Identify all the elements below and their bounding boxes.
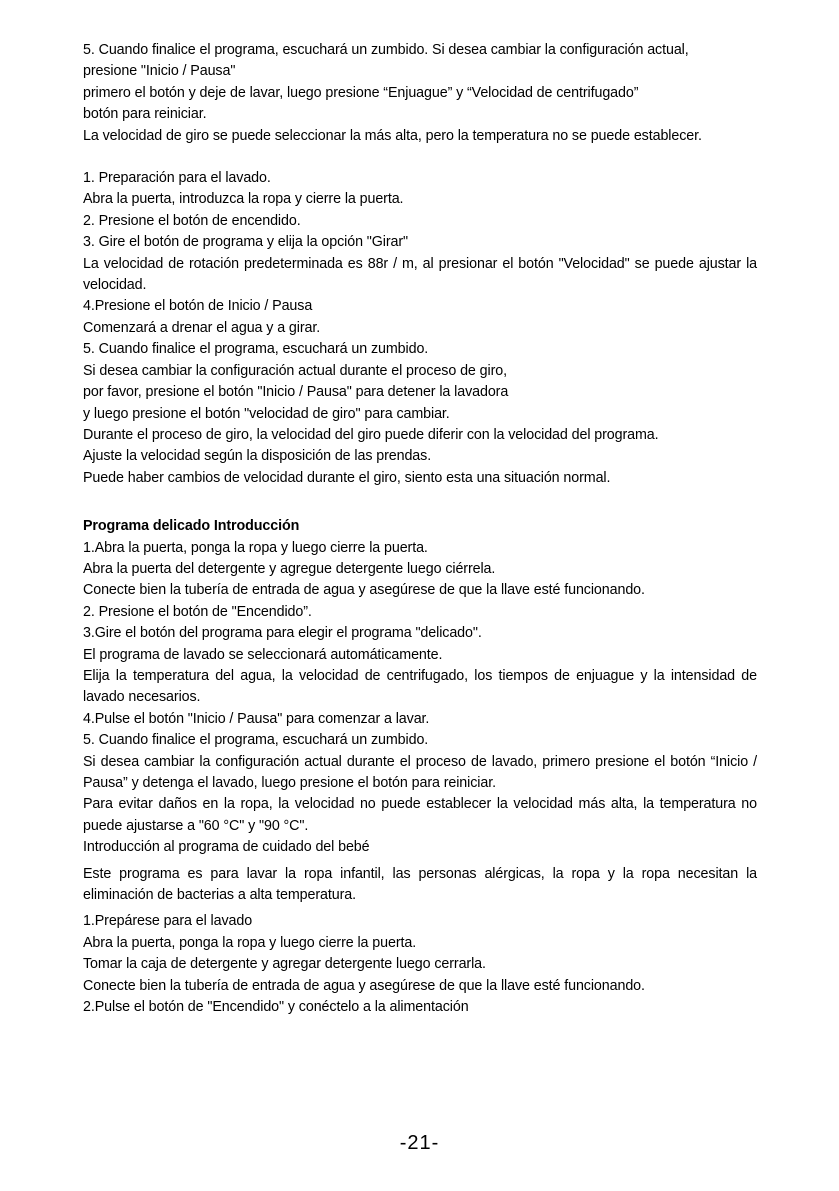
spacer xyxy=(83,489,757,516)
page-number: -21- xyxy=(399,1132,440,1154)
text-line: 5. Cuando finalice el programa, escuchará un zumbido. Si desea cambiar la configuración actual, xyxy=(83,42,689,58)
paragraph: Elija la temperatura del agua, la velocidad de centrifugado, los tiempos de enjuague y la intensidad de lavado necesarios. xyxy=(83,667,757,706)
step-line: Comenzará a drenar el agua y a girar. xyxy=(83,319,321,336)
step-line: Puede haber cambios de velocidad durante el giro, siento esta una situación normal. xyxy=(83,469,611,486)
step-line: Abra la puerta, introduzca la ropa y cierre la puerta. xyxy=(83,191,404,208)
step-line: por favor, presione el botón "Inicio / Pausa" para detener la lavadora xyxy=(83,384,509,401)
text-line: botón para reiniciar. xyxy=(83,106,207,123)
section-spin xyxy=(83,168,757,489)
step-line: 2. Presione el botón de encendido. xyxy=(83,212,301,229)
step-line: 2. Presione el botón de "Encendido”. xyxy=(83,603,312,620)
text-line: presione "Inicio / Pausa" xyxy=(83,63,236,80)
step-line: Abra la puerta del detergente y agregue detergente luego ciérrela. xyxy=(83,560,496,577)
page-body xyxy=(83,40,757,1018)
step-line: Ajuste la velocidad según la disposición de las prendas. xyxy=(83,448,432,465)
step-line: El programa de lavado se seleccionará automáticamente. xyxy=(83,646,443,663)
step-line: Si desea cambiar la configuración actual durante el proceso de giro, xyxy=(83,362,507,379)
text-line: primero el botón y deje de lavar, luego presione “Enjuague” y “Velocidad de centrifugado” xyxy=(83,84,639,101)
step-line: Durante el proceso de giro, la velocidad del giro puede diferir con la velocidad del programa. xyxy=(83,426,659,443)
paragraph: Para evitar daños en la ropa, la velocidad no puede establecer la velocidad más alta, la temperatura no puede ajustarse a "60 °C" y "90 °C". xyxy=(83,796,757,834)
spacer xyxy=(83,147,757,168)
step-line: y luego presione el botón "velocidad de giro" para cambiar. xyxy=(83,405,450,422)
paragraph: Este programa es para lavar la ropa infantil, las personas alérgicas, la ropa y la ropa necesitan la eliminación de bacterias a alta temperatura. xyxy=(83,865,757,904)
paragraph: La velocidad de giro se puede seleccionar la más alta, pero la temperatura no se puede establecer. xyxy=(83,127,702,144)
step-line: 1. Preparación para el lavado. xyxy=(83,170,271,187)
section-spin-end xyxy=(83,40,757,147)
step-line: Conecte bien la tubería de entrada de agua y asegúrese de que la llave esté funcionando. xyxy=(83,582,645,599)
section-delicate xyxy=(83,516,757,859)
step-line: Abra la puerta, ponga la ropa y luego cierre la puerta. xyxy=(83,934,417,951)
section-baby xyxy=(83,864,757,1019)
subsection-title: Introducción al programa de cuidado del bebé xyxy=(83,839,370,856)
step-line: 3. Gire el botón de programa y elija la opción "Girar" xyxy=(83,234,409,251)
step-line: 5. Cuando finalice el programa, escuchará un zumbido. xyxy=(83,732,429,749)
step-line: 1.Prepárese para el lavado xyxy=(83,913,253,930)
step-line: 2.Pulse el botón de "Encendido" y conéctelo a la alimentación xyxy=(83,999,469,1016)
section-heading: Programa delicado Introducción xyxy=(83,518,300,535)
step-line: 5. Cuando finalice el programa, escuchará un zumbido. xyxy=(83,341,429,358)
step-line: Tomar la caja de detergente y agregar detergente luego cerrarla. xyxy=(83,956,486,973)
step-line: 3.Gire el botón del programa para elegir el programa "delicado". xyxy=(83,625,482,642)
step-line: 1.Abra la puerta, ponga la ropa y luego cierre la puerta. xyxy=(83,539,428,556)
step-line: 4.Pulse el botón "Inicio / Pausa" para comenzar a lavar. xyxy=(83,710,430,727)
step-line: 4.Presione el botón de Inicio / Pausa xyxy=(83,298,313,315)
paragraph: La velocidad de rotación predeterminada es 88r / m, al presionar el botón "Velocidad" se puede ajustar la velocidad. xyxy=(83,255,757,294)
paragraph: Si desea cambiar la configuración actual durante el proceso de lavado, primero presione el botón “Inicio / Pausa” y detenga el lavado, luego presione el botón para reiniciar. xyxy=(83,753,757,791)
step-line: Conecte bien la tubería de entrada de agua y asegúrese de que la llave esté funcionando. xyxy=(83,977,645,994)
